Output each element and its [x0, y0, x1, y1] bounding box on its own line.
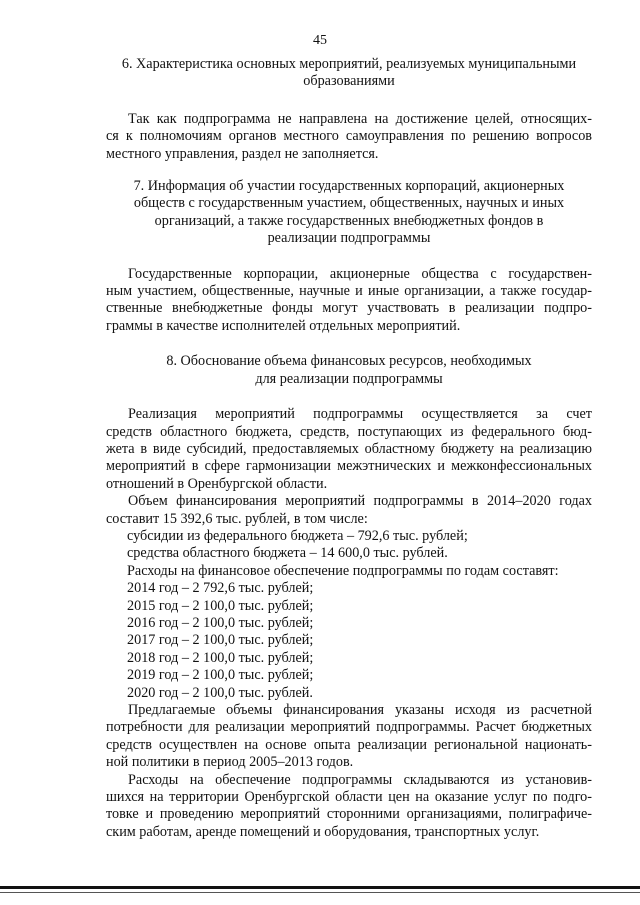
section-8-paragraph-expenses [106, 772, 592, 842]
funding-source-item: средства областного бюджета – 14 600,0 тыс. рублей. [127, 545, 448, 562]
paragraph-line: Расходы на обеспечение подпрограммы складываются из установив- [128, 771, 592, 788]
section-8-paragraph-total-volume [106, 493, 592, 528]
scan-bottom-edge [0, 886, 640, 889]
paragraph-line: средств областного бюджета, средств, поступающих из федерального бюд- [106, 423, 592, 440]
heading-line: обществ с государственным участием, общественных, научных и иных [133, 195, 565, 212]
paragraph-line: шихся на территории Оренбургской области цен на оказание услуг по подго- [106, 789, 592, 806]
funding-year-item: 2018 год – 2 100,0 тыс. рублей; [127, 649, 314, 666]
funding-year-item: 2015 год – 2 100,0 тыс. рублей; [127, 597, 314, 614]
heading-line: 8. Обоснование объема финансовых ресурсов, необходимых [166, 353, 532, 370]
funding-year-item: 2016 год – 2 100,0 тыс. рублей; [127, 614, 314, 631]
paragraph-line: ственные внебюджетные фонды могут участвовать в реализации подпро- [106, 300, 592, 317]
heading-line: для реализации подпрограммы [255, 370, 443, 387]
funding-year-item: 2019 год – 2 100,0 тыс. рублей; [127, 667, 314, 684]
paragraph-line: составит 15 392,6 тыс. рублей, в том числе: [106, 510, 368, 527]
heading-line: образованиями [303, 73, 395, 90]
paragraph-line: Реализация мероприятий подпрограммы осуществляется за счет [128, 406, 592, 423]
section-8-heading [106, 353, 592, 388]
paragraph-line: жета в виде субсидий, предоставляемых областному бюджету на реализацию [106, 440, 592, 457]
paragraph-line: потребности для реализации мероприятий подпрограммы. Расчет бюджетных [106, 719, 592, 736]
funding-source-item: субсидии из федерального бюджета – 792,6 тыс. рублей; [127, 527, 468, 544]
paragraph-line: Расходы на финансовое обеспечение подпрограммы по годам составят: [127, 562, 559, 579]
paragraph-line: Так как подпрограмма не направлена на достижение целей, относящих- [128, 110, 592, 127]
funding-sources-list [106, 528, 592, 563]
paragraph-line: средств осуществлен на основе опыта реализации региональной национать- [106, 736, 592, 753]
paragraph-line: граммы в качестве исполнителей отдельных мероприятий. [106, 317, 461, 334]
document-body [106, 56, 592, 841]
paragraph-line: Объем финансирования мероприятий подпрограммы в 2014–2020 годах [128, 493, 592, 510]
funding-year-item: 2014 год – 2 792,6 тыс. рублей; [127, 580, 314, 597]
funding-by-year-list [106, 580, 592, 702]
paragraph-line: товке и проведению мероприятий сторонними организациями, полиграфиче- [106, 806, 592, 823]
heading-line: 7. Информация об участии государственных корпораций, акционерных [133, 178, 565, 195]
section-6-paragraph [106, 111, 592, 163]
paragraph-line: ским работам, аренде помещений и оборудования, транспортных услуг. [106, 823, 540, 840]
heading-line: организаций, а также государственных внебюджетных фондов в [154, 212, 544, 229]
section-7-paragraph [106, 266, 592, 336]
heading-line: реализации подпрограммы [267, 230, 431, 247]
paragraph-line: Государственные корпорации, акционерные общества с государствен- [128, 265, 592, 282]
paragraph-line: местного управления, раздел не заполняется. [106, 145, 379, 162]
section-8-paragraph-funding-sources [106, 406, 592, 493]
page-number: 45 [313, 33, 327, 48]
section-7-heading [106, 178, 592, 248]
paragraph-line: отношений в Оренбургской области. [106, 475, 328, 492]
section-6-heading [106, 56, 592, 91]
paragraph-line: ным участием, общественные, научные и иные организации, а также государ- [106, 283, 592, 300]
paragraph-line: Предлагаемые объемы финансирования указаны исходя из расчетной [128, 702, 592, 718]
paragraph-line: мероприятий в сфере гармонизации межэтнических и межконфессиональных [106, 458, 592, 475]
paragraph-line: ся к полномочиям органов местного самоуправления по решению вопросов [106, 128, 592, 145]
funding-year-item: 2017 год – 2 100,0 тыс. рублей; [127, 632, 314, 649]
paragraph-line: ной политики в период 2005–2013 годов. [106, 754, 354, 771]
funding-year-item: 2020 год – 2 100,0 тыс. рублей. [127, 684, 313, 701]
section-8-paragraph-estimates [106, 702, 592, 772]
scan-bottom-edge-shadow [0, 892, 640, 893]
heading-line: 6. Характеристика основных мероприятий, реализуемых муниципальными [121, 56, 577, 72]
section-8-years-intro [106, 563, 592, 580]
